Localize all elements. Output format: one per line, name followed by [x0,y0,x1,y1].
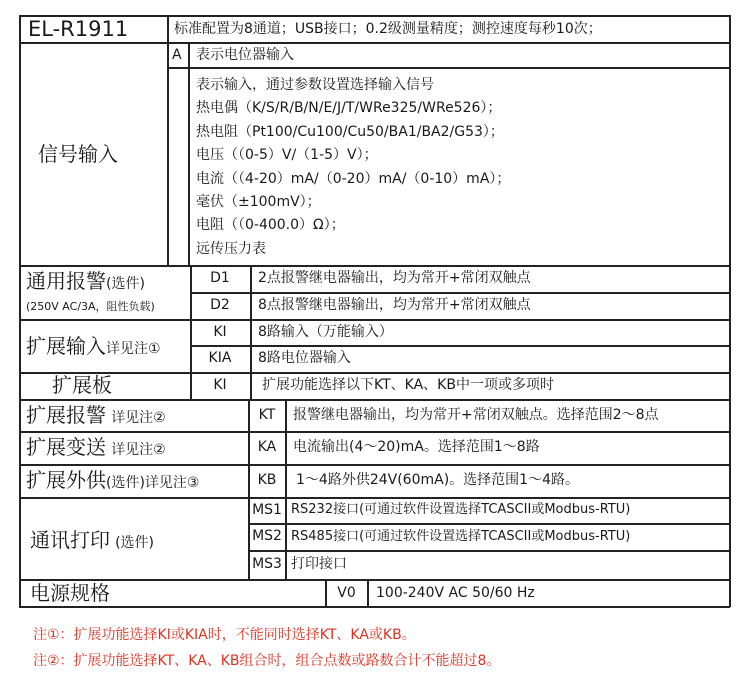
code-kia: KIA [208,350,232,366]
col-divider [250,265,252,400]
code-ms3-desc: 打印接口 [291,556,347,572]
ext-transmit-title: 扩展变送 [26,435,106,459]
power-title: 电源规格 [30,581,110,605]
list-item: 电阻（（0-400.0）Ω）； [196,217,345,234]
code-a: A [172,47,182,63]
code-ka-desc: 电流输出(4～20)mA。选择范围1～8路 [293,439,540,455]
code-a-desc: 表示电位器输入 [196,47,294,63]
ext-board-desc: 扩展功能选择以下KT、KA、KB中一项或多项时 [262,377,554,393]
code-ext-board-ki: KI [213,377,227,393]
code-ms2: MS2 [252,528,282,544]
signal-input-title: 信号输入 [38,142,118,166]
col-divider [167,15,169,266]
code-kt: KT [258,407,276,423]
ext-supply-title: 扩展外供 [26,468,106,492]
row-divider [19,579,730,581]
code-d2: D2 [210,297,230,313]
code-d1: D1 [210,270,230,286]
list-item: 热电偶（K/S/R/B/N/E/J/T/WRe325/WRe526）； [196,100,502,117]
ext-alarm-note-ref: 详见注② [111,410,166,426]
model-name: EL-R1911 [28,17,129,41]
code-d2-desc: 8点报警继电器输出，均为常开+常闭双触点 [258,297,531,313]
ext-alarm-title-group [26,399,166,434]
ext-supply-note-ref: (选件)详见注③ [106,475,200,491]
code-ms1-desc: RS232接口(可通过软件设置选择TCASCII或Modbus-RTU) [291,502,631,517]
list-item: 表示输入，通过参数设置选择输入信号 [196,77,434,93]
comm-title-group [30,525,154,558]
code-ms1: MS1 [252,502,282,518]
code-ms3: MS3 [252,556,282,572]
alarm-title: 通用报警 [26,269,106,293]
standard-config: 标准配置为8通道；USB接口；0.2级测量精度；测控速度每秒10次； [174,21,602,37]
ext-transmit-note-ref: 详见注② [111,442,166,458]
table-border-left [19,15,21,607]
code-kb: KB [257,472,277,488]
code-ka: KA [257,439,277,455]
ext-input-title: 扩展输入 [26,334,106,358]
ext-input-note-ref: 详见注① [106,341,161,357]
list-item: 电流（（4-20）mA/（0-20）mA/（0-10）mA）； [196,170,511,187]
code-kt-desc: 报警继电器输出，均为常开+常闭双触点。选择范围2～8点 [293,407,659,423]
code-ki: KI [213,324,227,340]
footnote-1: 注①：扩展功能选择KI或KIA时，不能同时选择KT、KA或KB。 [33,627,416,643]
list-item: 远传压力表 [196,240,266,257]
ext-supply-title-group [26,464,199,500]
ext-transmit-title-group [26,431,166,467]
list-item: 热电阻（Pt100/Cu100/Cu50/BA1/BA2/G53）； [196,123,504,140]
alarm-title-suffix: (选件) [106,276,145,292]
col-divider [188,42,190,266]
code-ki-desc: 8路输入（万能输入） [258,324,393,340]
code-ms2-desc: RS485接口(可通过软件设置选择TCASCII或Modbus-RTU) [291,529,631,544]
table-border-bottom [19,606,730,608]
ext-board-title: 扩展板 [52,373,112,397]
footnote-2: 注②：扩展功能选择KT、KA、KB组合时，组合点数或路数合计不能超过8。 [33,653,501,669]
comm-title-suffix: (选件) [115,535,155,551]
ext-alarm-title: 扩展报警 [26,403,106,427]
code-kb-desc: 1～4路外供24V(60mA)。选择范围1～4路。 [296,472,579,488]
code-v0: V0 [337,585,356,601]
alarm-load-note: (250V AC/3A，阻性负载) [26,300,155,313]
code-d1-desc: 2点报警继电器输出，均为常开+常闭双触点 [258,270,531,286]
list-item: 电压（（0-5）V/（1-5）V）； [196,147,378,164]
list-item: 毫伏（±100mV）； [196,194,321,211]
input-types-list [196,74,510,261]
comm-title: 通讯打印 [30,528,110,552]
code-kia-desc: 8路电位器输入 [258,350,351,366]
ext-input-title-group [26,332,161,363]
table-border-right [729,15,731,607]
alarm-title-group [26,268,145,297]
code-v0-desc: 100-240V AC 50/60 Hz [376,585,535,601]
